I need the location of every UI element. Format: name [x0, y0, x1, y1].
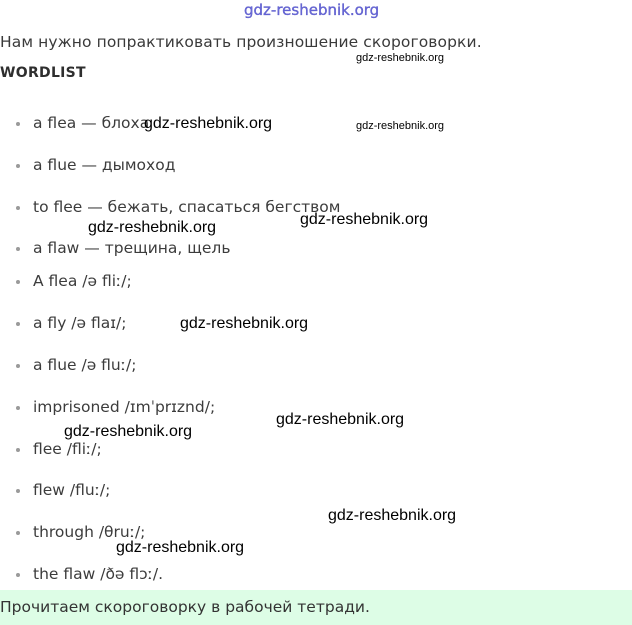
- list-item: [16, 272, 132, 290]
- list-item-text: A flea /ə fliː/;: [33, 272, 132, 290]
- watermark: gdz-reshebnik.org: [356, 120, 445, 132]
- list-item: [16, 156, 175, 174]
- list-item: [16, 481, 110, 499]
- bullet-icon: [16, 247, 20, 251]
- list-item: [16, 398, 215, 416]
- watermark: gdz-reshebnik.org: [144, 115, 273, 132]
- watermark: gdz-reshebnik.org: [180, 315, 309, 332]
- intro-text: Нам нужно попрактиковать произношение скороговорки.: [0, 33, 482, 51]
- watermark-top-link[interactable]: gdz-reshebnik.org: [244, 1, 380, 19]
- list-item: [16, 356, 136, 374]
- list-item: [16, 565, 163, 583]
- list-item-text: a fly /ə flaɪ/;: [33, 314, 127, 332]
- list-item-text: a flea — блоха: [33, 114, 150, 132]
- list-item-text: a flaw — трещина, щель: [33, 239, 231, 257]
- watermark: gdz-reshebnik.org: [88, 219, 217, 236]
- bullet-icon: [16, 122, 20, 126]
- list-item: [16, 440, 102, 458]
- list-item-text: to flee — бежать, спасаться бегством: [33, 198, 341, 216]
- list-item-text: a flue /ə fluː/;: [33, 356, 137, 374]
- bullet-icon: [16, 280, 20, 284]
- watermark: gdz-reshebnik.org: [276, 411, 405, 428]
- watermark: gdz-reshebnik.org: [328, 507, 457, 524]
- list-item: [16, 239, 230, 257]
- footer-text: Прочитаем скороговорку в рабочей тетради.: [0, 598, 370, 616]
- bullet-icon: [16, 531, 20, 535]
- footer-banner: [0, 590, 632, 625]
- wordlist-heading: WORDLIST: [0, 65, 86, 81]
- watermark: gdz-reshebnik.org: [300, 211, 429, 228]
- watermark: gdz-reshebnik.org: [64, 423, 193, 440]
- watermark: gdz-reshebnik.org: [116, 539, 245, 556]
- list-item-text: flew /fluː/;: [33, 481, 111, 499]
- list-item: [16, 198, 340, 216]
- list-item-text: through /θruː/;: [33, 523, 146, 541]
- bullet-icon: [16, 489, 20, 493]
- bullet-icon: [16, 164, 20, 168]
- bullet-icon: [16, 406, 20, 410]
- bullet-icon: [16, 322, 20, 326]
- list-item-text: imprisoned /ɪmˈprɪznd/;: [33, 398, 216, 416]
- list-item-text: the flaw /ðə flɔː/.: [33, 565, 164, 583]
- watermark: gdz-reshebnik.org: [356, 52, 445, 64]
- list-item: [16, 314, 126, 332]
- bullet-icon: [16, 448, 20, 452]
- bullet-icon: [16, 573, 20, 577]
- list-item-text: flee /fliː/;: [33, 440, 102, 458]
- bullet-icon: [16, 364, 20, 368]
- list-item: [16, 114, 149, 132]
- list-item-text: a flue — дымоход: [33, 156, 176, 174]
- bullet-icon: [16, 206, 20, 210]
